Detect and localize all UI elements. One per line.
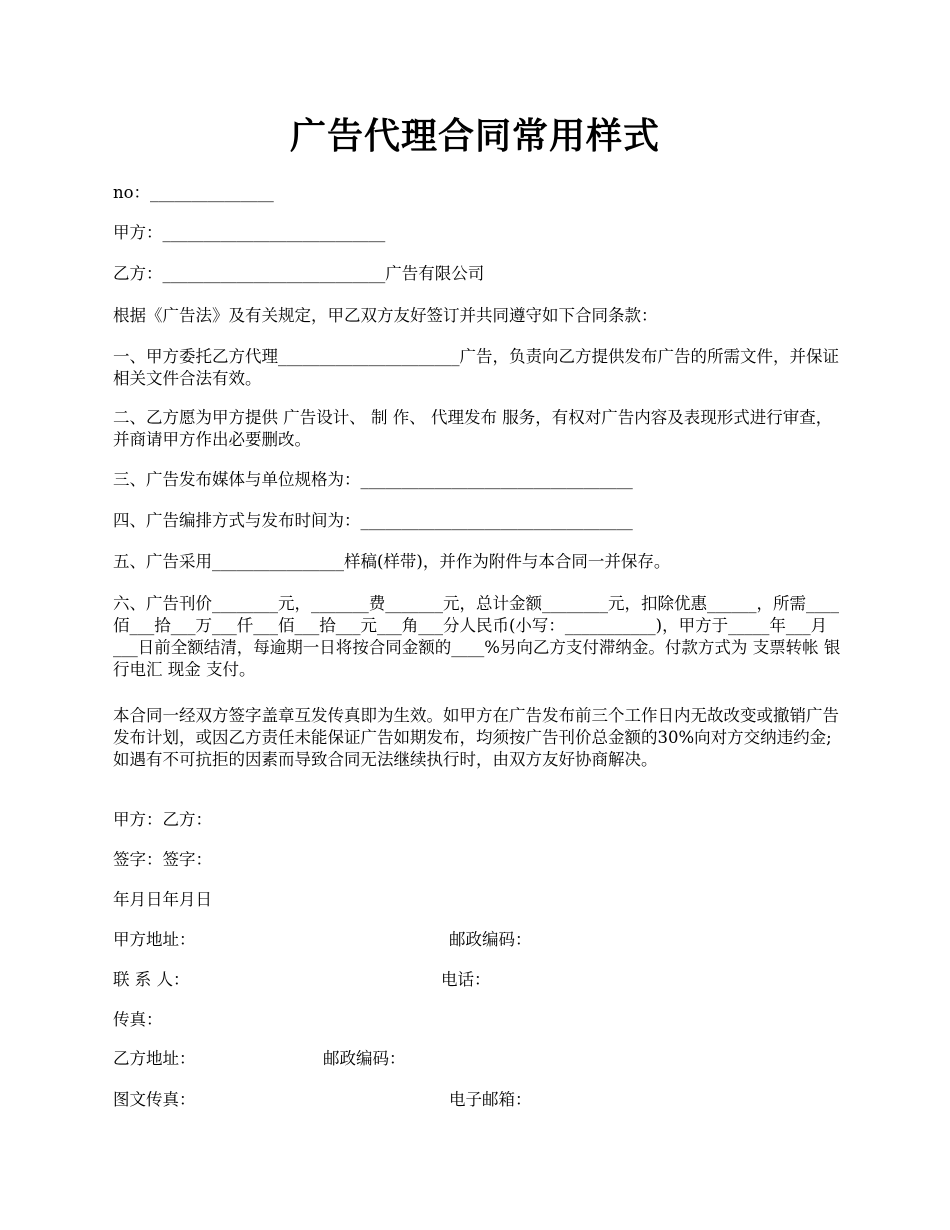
party-a-postcode-label: 邮政编码： [449, 930, 532, 949]
image-fax-label: 图文传真： [113, 1090, 196, 1109]
party-b-postcode-label: 邮政编码： [323, 1049, 406, 1068]
effect-paragraph: 本合同一经双方签字盖章互发传真即为生效。如甲方在广告发布前三个工作日内无故改变或撤销广告发布计划，或因乙方责任未能保证广告如期发布，均须按广告刊价总金额的30%向对方交纳违约金;如遇有不可抗拒的因素而导致合同无法继续执行时，由双方友好协商解决。 [113, 706, 839, 769]
party-a-line: 甲方：___________________________ [113, 223, 386, 242]
party-a-address-label: 甲方地址： [113, 930, 196, 949]
clause-2: 二、乙方愿为甲方提供 广告设计、 制 作、 代理发布 服务，有权对广告内容及表现形式进行审查，并商请甲方作出必要删改。 [113, 408, 833, 449]
signature-names: 签字：签字： [113, 850, 212, 869]
clause-4: 四、广告编排方式与发布时间为：_________________________________ [113, 511, 633, 530]
clause-6: 六、广告刊价________元，_______费_______元，总计金额________元，扣除优惠______，所需____佰___拾___万___仟___佰___拾___元___角___分人民币(小写：___________)，甲方于_____年___月___日前全额结清，每逾期一日将按合同金额的____%另向乙方支付滞纳金。付款方式为 支票转帐 银行电汇 现金 支付。 [113, 594, 841, 679]
document-title: 广告代理合同常用样式 [289, 115, 660, 157]
clause-1: 一、甲方委托乙方代理______________________广告，负责向乙方提供发布广告的所需文件，并保证相关文件合法有效。 [113, 347, 839, 388]
signature-parties: 甲方：乙方： [113, 810, 212, 829]
clause-3: 三、广告发布媒体与单位规格为：_________________________________ [113, 470, 633, 489]
party-b-address-label: 乙方地址： [113, 1049, 196, 1068]
signature-dates: 年月日年月日 [113, 890, 212, 909]
email-label: 电子邮箱： [449, 1090, 532, 1109]
contact-person-label: 联 系 人： [113, 970, 190, 989]
party-b-line: 乙方：___________________________广告有限公司 [113, 264, 485, 283]
contract-number-line: no：_______________ [113, 183, 274, 202]
intro-paragraph: 根据《广告法》及有关规定，甲乙双方友好签订并共同遵守如下合同条款： [113, 306, 658, 325]
clause-5: 五、广告采用________________样稿(样带)，并作为附件与本合同一并保存。 [113, 552, 671, 571]
phone-label: 电话： [441, 970, 491, 989]
fax-label: 传真： [113, 1010, 163, 1029]
